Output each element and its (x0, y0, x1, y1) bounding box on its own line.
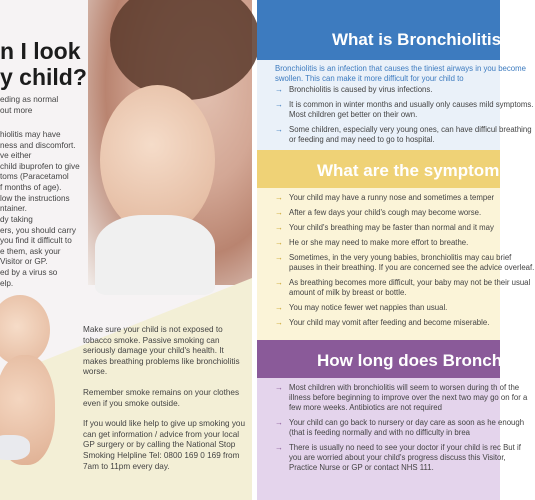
symptoms-title: What are the symptom (317, 161, 500, 180)
arrow-right-icon: → (275, 318, 283, 327)
arrow-right-icon: → (275, 193, 283, 202)
list-item: → He or she may need to make more effort to breathe. (275, 238, 469, 247)
list-item: → Your child may have a runny nose and sometimes a temper (275, 193, 495, 202)
how-long-list (275, 383, 535, 478)
smoke-advice (83, 325, 248, 482)
list-item: → There is usually no need to see your doctor if your child is rec But if you are worried about your child's progress discuss this Visitor, Practice Nurse or GP or contact NHS 111. (275, 443, 521, 472)
medicine-paragraph: hiolitis may have ness and discomfort. ve either child ibuprofen to give toms (Paracetamol f months of age). low the instructions ntainer. (0, 130, 80, 214)
arrow-right-icon: → (275, 443, 283, 452)
list-item: → Some children, especially very young ones, can have difficul breathing or feeding and may need to go to hospital. (275, 125, 532, 144)
sitting-baby-photo (0, 295, 75, 500)
feeding-paragraph: eding as normal out more (0, 95, 59, 115)
list-item: → As breathing becomes more difficult, your baby may not be their usual amount of milk by breast or bottle. (275, 278, 531, 297)
arrow-right-icon: → (275, 418, 283, 427)
right-page (257, 0, 535, 500)
list-item: → Bronchiolitis is caused by virus infections. (275, 85, 433, 94)
list-item: → After a few days your child's cough may become worse. (275, 208, 482, 217)
smoke-paragraph-3: If you would like help to give up smoking you can get information / advice from your local GP surgery or by calling the National Stop Smoking Helpline Tel: 0800 169 0 169 from 7am to 11pm every day. (83, 419, 246, 471)
smoke-paragraph-1: Make sure your child is not exposed to tobacco smoke. Passive smoking can seriously damage your child's health. It makes breathing problems like bronchiolitis worse. (83, 325, 240, 377)
arrow-right-icon: → (275, 208, 283, 217)
baby-photo (100, 85, 215, 235)
arrow-right-icon: → (275, 100, 283, 109)
what-is-title: What is Bronchiolitis (332, 30, 502, 49)
how-long-title: How long does Bronchiolit (317, 351, 533, 370)
what-is-list (275, 85, 535, 150)
arrow-right-icon: → (275, 253, 283, 262)
left-page (0, 0, 252, 500)
arrow-right-icon: → (275, 238, 283, 247)
arrow-right-icon: → (275, 383, 283, 392)
smoke-paragraph-2: Remember smoke remains on your clothes even if you smoke outside. (83, 387, 240, 408)
arrow-right-icon: → (275, 85, 283, 94)
virus-paragraph: dy taking ers, you should carry you find it difficult to e them, ask your Visitor or GP. ed by a virus so elp. (0, 215, 76, 288)
what-is-intro: Bronchiolitis is an infection that causes the tiniest airways in you become swollen. This can make it more difficult for your child to (275, 64, 526, 83)
list-item: → Your child's breathing may be faster than normal and it may (275, 223, 494, 232)
arrow-right-icon: → (275, 125, 283, 134)
list-item: → You may notice fewer wet nappies than usual. (275, 303, 448, 312)
arrow-right-icon: → (275, 303, 283, 312)
arrow-right-icon: → (275, 223, 283, 232)
list-item: → Sometimes, in the very young babies, bronchiolitis may cau brief pauses in their breathing. If you are concerned see the advice overleaf. (275, 253, 535, 272)
list-item: → Your child can go back to nursery or day care as soon as he enough (that is feeding normally and with no difficulty in brea (275, 418, 525, 437)
symptoms-list (275, 193, 535, 333)
arrow-right-icon: → (275, 278, 283, 287)
headline-line-2: y child? (0, 64, 87, 90)
list-item: → Most children with bronchiolitis will seem to worsen during th of the illness before beginning to improve over the next two may go on for a few more weeks. Antibiotics are not required (275, 383, 528, 412)
list-item: → Your child may vomit after feeding and become miserable. (275, 318, 490, 327)
list-item: → It is common in winter months and usually only causes mild symptoms. Most children get better on their own. (275, 100, 534, 119)
sitting-baby-nappy (0, 435, 30, 460)
headline-line-1: n I look (0, 38, 81, 64)
baby-blanket (95, 215, 215, 295)
page-headline (0, 38, 87, 90)
